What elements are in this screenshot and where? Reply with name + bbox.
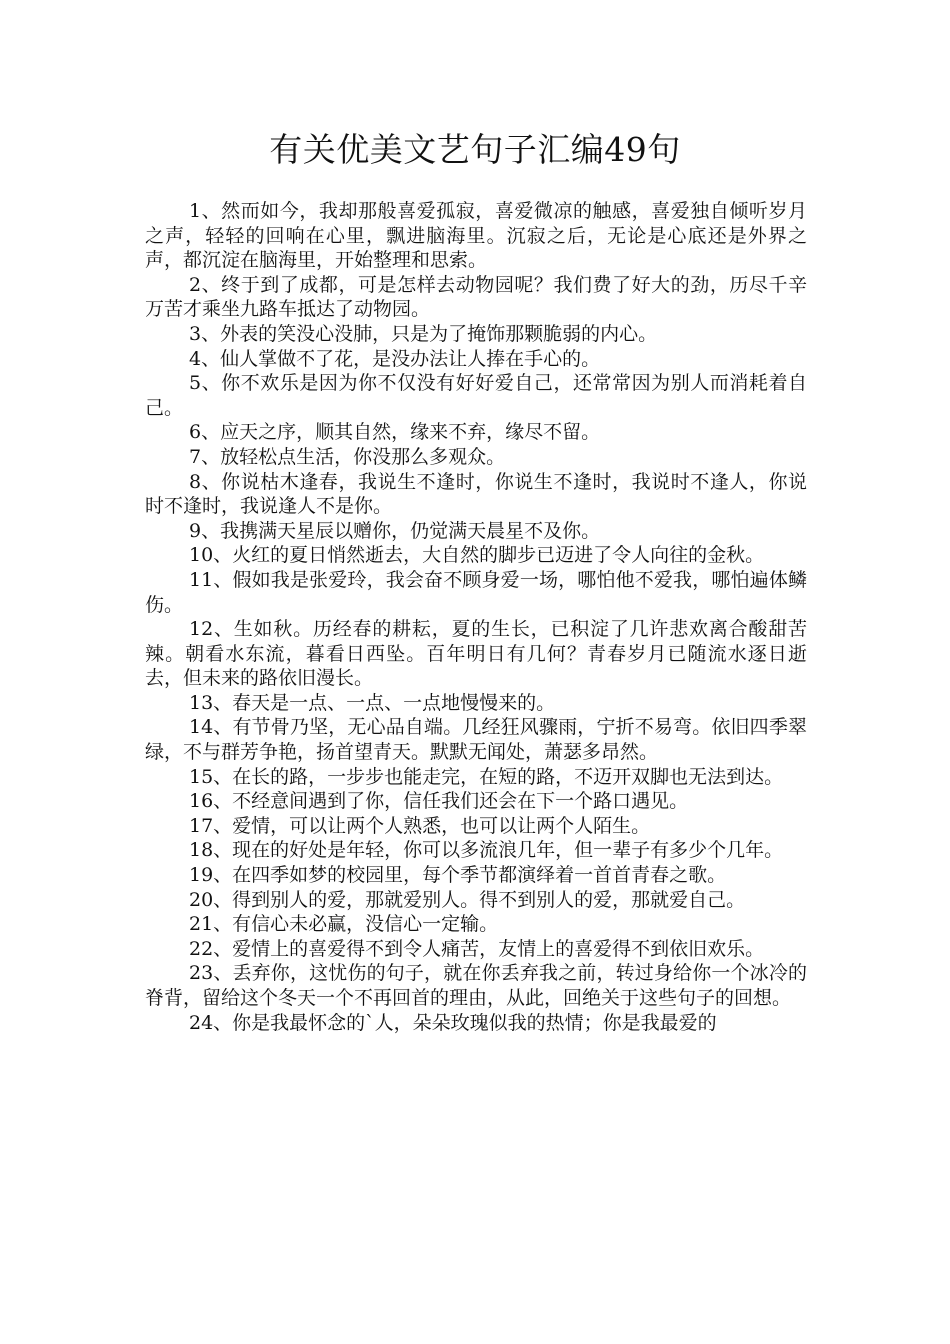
paragraph-3: 3、外表的笑没心没肺，只是为了掩饰那颗脆弱的内心。 xyxy=(189,322,658,345)
paragraph-12: 12、生如秋。历经春的耕耘，夏的生长，已积淀了几许悲欢离合酸甜苦辣。朝看水东流，暮看日西坠。百年明日有几何？青春岁月已随流水逐日逝去，但未来的路依旧漫长。 xyxy=(145,618,807,690)
document-body xyxy=(145,199,807,1035)
paragraph-1: 1、然而如今，我却那般喜爱孤寂，喜爱微凉的触感，喜爱独自倾听岁月之声，轻轻的回响在心里，飘进脑海里。沉寂之后，无论是心底还是外界之声，都沉淀在脑海里，开始整理和思索。 xyxy=(145,200,807,272)
paragraph-24: 24、你是我最怀念的`人，朵朵玫瑰似我的热情；你是我最爱的 xyxy=(189,1011,717,1034)
paragraph-18: 18、现在的好处是年轻，你可以多流浪几年，但一辈子有多少个几年。 xyxy=(189,839,784,862)
document-title: 有关优美文艺句子汇编49句 xyxy=(269,130,681,169)
paragraph-22: 22、爱情上的喜爱得不到令人痛苦，友情上的喜爱得不到依旧欢乐。 xyxy=(189,937,765,960)
paragraph-11: 11、假如我是张爱玲，我会奋不顾身爱一场，哪怕他不爱我，哪怕遍体鳞伤。 xyxy=(145,568,807,616)
paragraph-14: 14、有节骨乃坚，无心品自端。几经狂风骤雨，宁折不易弯。依旧四季翠绿，不与群芳争艳，扬首望青天。默默无闻处，萧瑟多昂然。 xyxy=(145,716,807,764)
paragraph-23: 23、丢弃你，这忧伤的句子，就在你丢弃我之前，转过身给你一个冰冷的脊背，留给这个冬天一个不再回首的理由，从此，回绝关于这些句子的回想。 xyxy=(145,962,807,1009)
paragraph-17: 17、爱情，可以让两个人熟悉，也可以让两个人陌生。 xyxy=(189,814,651,837)
paragraph-16: 16、不经意间遇到了你，信任我们还会在下一个路口遇见。 xyxy=(189,790,689,813)
paragraph-10: 10、火红的夏日悄然逝去，大自然的脚步已迈进了令人向往的金秋。 xyxy=(189,544,765,567)
paragraph-2: 2、终于到了成都，可是怎样去动物园呢？我们费了好大的劲，历尽千辛万苦才乘坐九路车抵达了动物园。 xyxy=(145,273,807,321)
paragraph-15: 15、在长的路，一步步也能走完，在短的路，不迈开双脚也无法到达。 xyxy=(189,765,784,788)
paragraph-13: 13、春天是一点、一点、一点地慢慢来的。 xyxy=(189,691,556,714)
paragraph-9: 9、我携满天星辰以赠你，仍觉满天晨星不及你。 xyxy=(189,519,601,542)
paragraph-5: 5、你不欢乐是因为你不仅没有好好爱自己，还常常因为别人而消耗着自己。 xyxy=(145,372,807,419)
paragraph-6: 6、应天之序，顺其自然，缘来不弃，缘尽不留。 xyxy=(189,421,601,444)
paragraph-7: 7、放轻松点生活，你没那么多观众。 xyxy=(189,445,506,468)
paragraph-4: 4、仙人掌做不了花，是没办法让人捧在手心的。 xyxy=(189,347,601,370)
paragraph-19: 19、在四季如梦的校园里，每个季节都演绎着一首首青春之歌。 xyxy=(189,864,727,887)
paragraph-20: 20、得到别人的爱，那就爱别人。得不到别人的爱，那就爱自己。 xyxy=(189,888,746,911)
paragraph-21: 21、有信心未必赢，没信心一定输。 xyxy=(189,913,499,936)
paragraph-8: 8、你说枯木逢春，我说生不逢时，你说生不逢时，我说时不逢人，你说时不逢时，我说逢人不是你。 xyxy=(145,470,807,518)
